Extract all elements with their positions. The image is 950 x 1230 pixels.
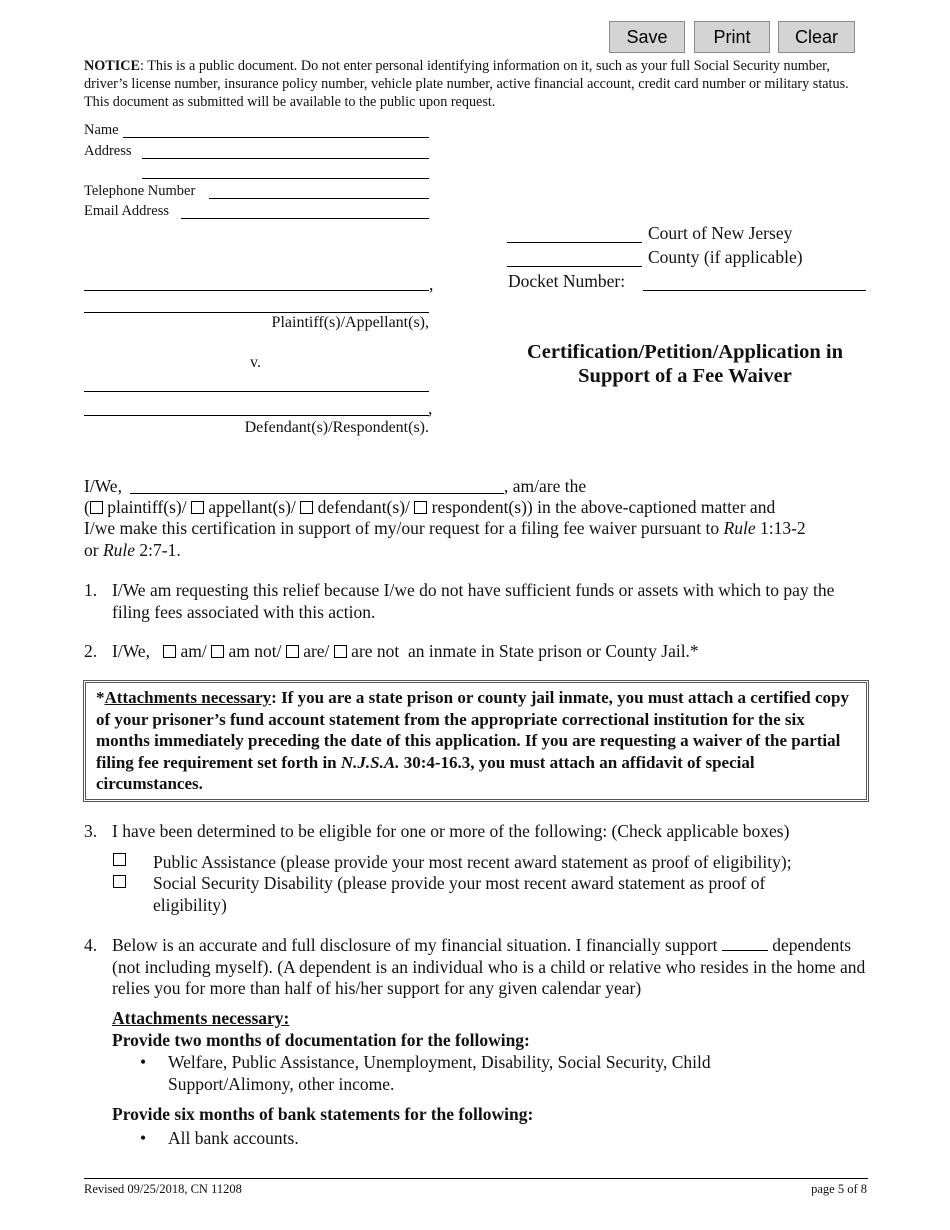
rule-word-2: Rule (102, 540, 136, 560)
are-not-checkbox[interactable] (334, 645, 347, 658)
item4-text (112, 935, 872, 1000)
docket-label: Docket Number: (508, 271, 626, 291)
intro-matter: in the above-captioned matter and (532, 497, 776, 517)
telephone-field[interactable] (209, 198, 429, 199)
item3-text: I have been determined to be eligible for one or more of the following: (Check applicable boxes) (112, 821, 790, 841)
item1-number: 1. (84, 580, 98, 600)
title-line2: Support of a Fee Waiver (578, 365, 792, 387)
versus-label: v. (250, 354, 261, 371)
defendant-option-label: defendant(s)/ (317, 497, 410, 517)
item2-row (112, 641, 699, 663)
asterisk: * (96, 688, 105, 707)
intro-iwe: I/We, (84, 476, 122, 496)
defendant-field-line2[interactable] (84, 415, 429, 416)
attachments-text-part2: 30:4-16.3, you must attach an affidavit of special circumstances. (96, 752, 755, 794)
item2-tail: an inmate in State prison or County Jail.* (408, 641, 699, 661)
ssd-checkbox[interactable] (113, 875, 126, 888)
rule-number-2: 2:7-1. (135, 540, 181, 560)
item2-number: 2. (84, 641, 98, 661)
print-button[interactable]: Print (694, 21, 770, 53)
plaintiff-checkbox[interactable] (90, 501, 103, 514)
caption-comma: , (429, 274, 434, 294)
intro-line4-or: or (84, 540, 103, 560)
name-label: Name (84, 122, 119, 138)
attachments-text-part1: : If you are a state prison or county jail inmate, you must attach a certified copy of your prisoner’s fund account statement from the appropriate correctional institution for the six months immediately preceding the date of this application. If you are requesting a waiver of the partial filing fee requirement set forth in (96, 688, 849, 772)
ssd-label: Social Security Disability (please provide your most recent award statement as proof of eligibility) (153, 873, 766, 915)
plaintiff-option-label: plaintiff(s)/ (107, 497, 187, 517)
plaintiff-field-line2[interactable] (84, 312, 429, 313)
bullet2-dot: • (140, 1128, 147, 1148)
item1-text: I/We am requesting this relief because I/we do not have sufficient funds or assets with which to pay the filing fees associated with this action. (112, 580, 835, 622)
address-label: Address (84, 143, 132, 159)
bullet2-text: All bank accounts. (168, 1128, 299, 1148)
footer-page: page 5 of 8 (811, 1182, 867, 1196)
rule-number-1: 1:13-2 (755, 518, 806, 538)
am-option-label: am/ (180, 641, 207, 661)
document-title (500, 340, 870, 388)
footer-revised: Revised 09/25/2018, CN 11208 (84, 1182, 242, 1196)
notice (84, 57, 874, 111)
defendant-checkbox[interactable] (300, 501, 313, 514)
attachments-notice-text (96, 687, 856, 795)
are-option-label: are/ (303, 641, 330, 661)
am-not-checkbox[interactable] (211, 645, 224, 658)
court-field[interactable] (507, 242, 642, 243)
intro-line4 (84, 540, 181, 562)
plaintiff-field[interactable] (84, 290, 429, 291)
notice-label: NOTICE (84, 58, 140, 74)
dependents-count-field[interactable] (722, 936, 768, 951)
am-not-option-label: am not/ (228, 641, 282, 661)
intro-line3-text: I/we make this certification in support of my/our request for a filing fee waiver pursuant to (84, 518, 724, 538)
clear-button[interactable]: Clear (778, 21, 855, 53)
are-not-option-label: are not (351, 641, 400, 661)
name-field[interactable] (123, 137, 429, 138)
item4-attachments-heading: Attachments necessary: (112, 1008, 290, 1028)
appellant-checkbox[interactable] (191, 501, 204, 514)
address-field-line2[interactable] (142, 178, 429, 179)
notice-text: : This is a public document. Do not enter personal identifying information on it, such as your full Social Security number, driver’s license number, insurance policy number, vehicle plate number, active financial account, credit card number or military status. This document as submitted will be available to the public upon request. (84, 58, 849, 110)
are-checkbox[interactable] (286, 645, 299, 658)
item2-lead: I/We, (112, 641, 150, 661)
respondent-option-label: respondent(s)) (431, 497, 533, 517)
save-button[interactable]: Save (609, 21, 685, 53)
county-field[interactable] (507, 266, 642, 267)
defendant-field[interactable] (84, 391, 429, 392)
email-field[interactable] (181, 218, 429, 219)
item4-text-b: dependents (not including myself). (A dependent is an individual who is a child or relative who resides in the home and relies you for more than half of his/her support for any given calendar year) (112, 935, 866, 998)
title-line1: Certification/Petition/Application in (526, 341, 844, 363)
telephone-label: Telephone Number (84, 183, 196, 199)
respondent-checkbox[interactable] (414, 501, 427, 514)
party-type-row (84, 497, 775, 519)
court-label: Court of New Jersey (648, 223, 793, 243)
names-field[interactable] (130, 493, 504, 494)
plaintiff-label: Plaintiff(s)/Appellant(s), (271, 314, 429, 331)
public-assistance-label: Public Assistance (please provide your most recent award statement as proof of eligibility); (153, 852, 792, 872)
bullet1-dot: • (140, 1052, 147, 1072)
rule-word: Rule (723, 518, 756, 538)
attachments-heading: Attachments necessary (104, 688, 272, 707)
intro-amare: , am/are the (504, 476, 587, 496)
item4-number: 4. (84, 935, 98, 955)
bullet1-text: Welfare, Public Assistance, Unemployment, Disability, Social Security, Child Support/Alimony, other income. (168, 1052, 711, 1094)
appellant-option-label: appellant(s)/ (208, 497, 296, 517)
two-months-heading: Provide two months of documentation for the following: (112, 1030, 530, 1050)
defendant-comma: , (428, 398, 433, 418)
six-months-heading: Provide six months of bank statements for the following: (112, 1104, 534, 1124)
county-label: County (if applicable) (648, 247, 803, 267)
statute-citation: N.J.S.A. (340, 752, 400, 772)
docket-field[interactable] (643, 290, 866, 291)
footer-divider (84, 1178, 868, 1179)
address-field[interactable] (142, 158, 429, 159)
open-paren: ( (84, 497, 90, 517)
item3-number: 3. (84, 821, 98, 841)
public-assistance-checkbox[interactable] (113, 853, 126, 866)
intro-line3 (84, 518, 806, 540)
email-label: Email Address (84, 203, 169, 219)
defendant-label: Defendant(s)/Respondent(s). (244, 419, 429, 436)
item4-text-a: Below is an accurate and full disclosure of my financial situation. I financially support (112, 935, 722, 955)
am-checkbox[interactable] (163, 645, 176, 658)
